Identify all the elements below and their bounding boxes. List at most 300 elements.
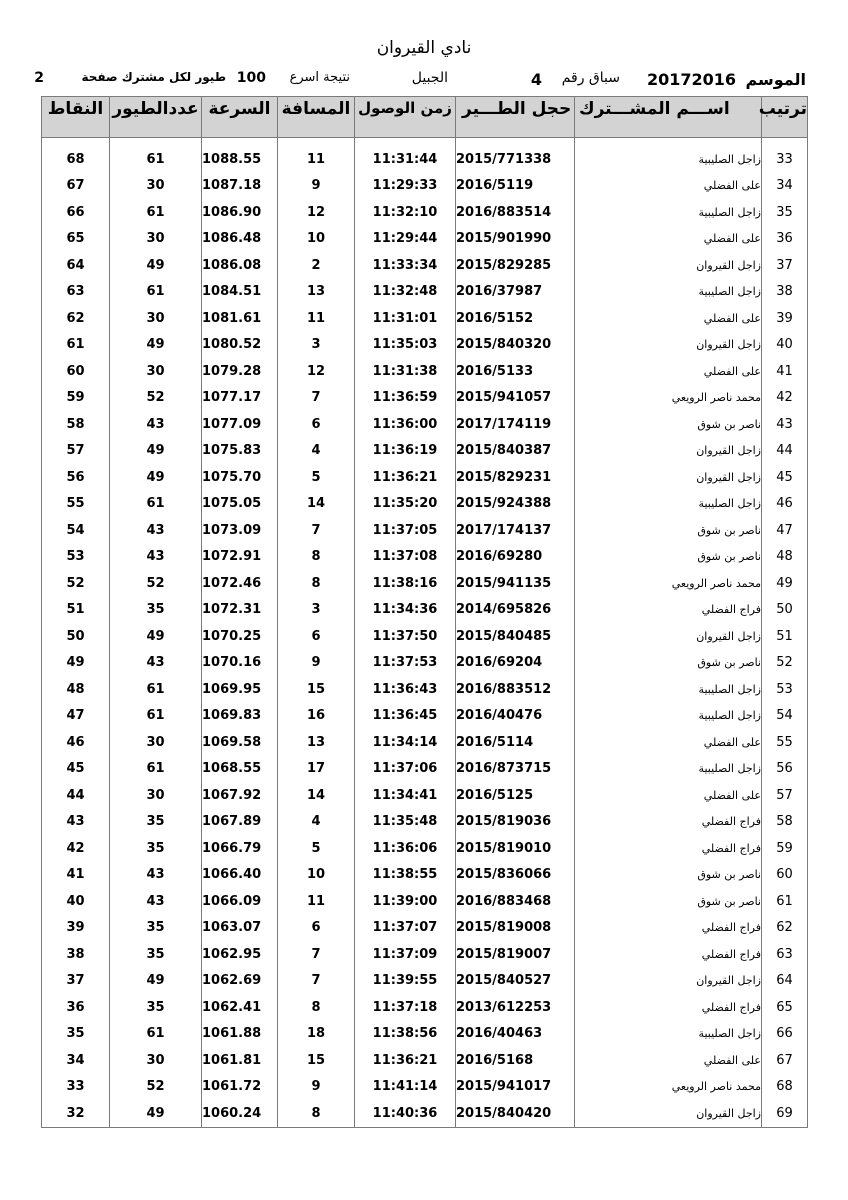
cell-distance: 12 [278,199,355,226]
cell-member: على الفضلي [575,1047,762,1074]
cell-rank: 47 [762,517,808,544]
cell-speed: 1072.31 [202,597,278,624]
cell-speed: 1070.16 [202,650,278,677]
table-header-row [42,97,808,138]
cell-points: 50 [42,623,110,650]
cell-speed: 1062.69 [202,968,278,995]
header-arrival: زمن الوصول [355,97,456,138]
cell-rank: 44 [762,438,808,465]
cell-arrival: 11:36:00 [355,411,456,438]
cell-birds: 49 [110,968,202,995]
cell-member: زاجل الصليبية [575,756,762,783]
cell-distance: 8 [278,1100,355,1127]
cell-member: ناصر بن شوق [575,862,762,889]
race-info-bar [34,70,806,92]
cell-points: 68 [42,146,110,173]
table-row [42,464,808,491]
cell-speed: 1066.40 [202,862,278,889]
cell-arrival: 11:37:50 [355,623,456,650]
cell-ring: 2015/941135 [456,570,575,597]
cell-ring: 2016/5119 [456,173,575,200]
cell-rank: 41 [762,358,808,385]
table-row [42,358,808,385]
cell-rank: 39 [762,305,808,332]
cell-speed: 1066.79 [202,835,278,862]
cell-birds: 35 [110,994,202,1021]
cell-rank: 49 [762,570,808,597]
cell-speed: 1061.81 [202,1047,278,1074]
table-row [42,756,808,783]
cell-points: 32 [42,1100,110,1127]
cell-arrival: 11:31:01 [355,305,456,332]
cell-ring: 2016/883512 [456,676,575,703]
cell-distance: 13 [278,279,355,306]
cell-arrival: 11:36:19 [355,438,456,465]
cell-arrival: 11:39:00 [355,888,456,915]
cell-points: 48 [42,676,110,703]
cell-rank: 53 [762,676,808,703]
cell-points: 63 [42,279,110,306]
cell-birds: 61 [110,676,202,703]
cell-arrival: 11:37:53 [355,650,456,677]
cell-ring: 2015/941017 [456,1074,575,1101]
cell-birds: 61 [110,199,202,226]
cell-rank: 63 [762,941,808,968]
cell-birds: 35 [110,809,202,836]
cell-member: على الفضلي [575,226,762,253]
cell-ring: 2015/829285 [456,252,575,279]
table-row [42,915,808,942]
cell-birds: 35 [110,835,202,862]
cell-arrival: 11:35:48 [355,809,456,836]
cell-member: ناصر بن شوق [575,544,762,571]
cell-rank: 56 [762,756,808,783]
cell-distance: 4 [278,809,355,836]
header-birds: عددالطيور [110,97,202,138]
cell-member: زاجل القيروان [575,623,762,650]
table-row [42,1100,808,1127]
cell-ring: 2017/174137 [456,517,575,544]
cell-points: 44 [42,782,110,809]
header-distance: المسافة [278,97,355,138]
cell-ring: 2016/69280 [456,544,575,571]
cell-member: زاجل القيروان [575,252,762,279]
cell-ring: 2016/40463 [456,1021,575,1048]
cell-points: 64 [42,252,110,279]
cell-rank: 45 [762,464,808,491]
cell-distance: 6 [278,411,355,438]
cell-member: محمد ناصر الرويعي [575,570,762,597]
cell-speed: 1075.05 [202,491,278,518]
table-row [42,968,808,995]
cell-points: 59 [42,385,110,412]
cell-birds: 43 [110,862,202,889]
cell-distance: 9 [278,1074,355,1101]
cell-points: 55 [42,491,110,518]
cell-speed: 1069.83 [202,703,278,730]
cell-arrival: 11:39:55 [355,968,456,995]
cell-birds: 49 [110,332,202,359]
cell-birds: 49 [110,438,202,465]
cell-member: ناصر بن شوق [575,411,762,438]
cell-member: على الفضلي [575,173,762,200]
cell-birds: 30 [110,782,202,809]
cell-speed: 1062.95 [202,941,278,968]
table-row [42,544,808,571]
cell-points: 37 [42,968,110,995]
cell-speed: 1069.58 [202,729,278,756]
cell-rank: 69 [762,1100,808,1127]
cell-member: على الفضلي [575,729,762,756]
cell-birds: 30 [110,173,202,200]
cell-ring: 2015/836066 [456,862,575,889]
cell-speed: 1067.89 [202,809,278,836]
cell-ring: 2014/695826 [456,597,575,624]
cell-member: محمد ناصر الرويعي [575,385,762,412]
cell-rank: 40 [762,332,808,359]
cell-distance: 7 [278,517,355,544]
cell-speed: 1077.17 [202,385,278,412]
cell-arrival: 11:32:48 [355,279,456,306]
cell-rank: 43 [762,411,808,438]
cell-ring: 2015/819007 [456,941,575,968]
cell-distance: 15 [278,1047,355,1074]
cell-member: ناصر بن شوق [575,650,762,677]
cell-points: 66 [42,199,110,226]
cell-points: 67 [42,173,110,200]
cell-member: زاجل الصليبية [575,703,762,730]
table-row [42,173,808,200]
cell-rank: 64 [762,968,808,995]
spacer-row [42,138,808,147]
cell-ring: 2015/840527 [456,968,575,995]
cell-speed: 1077.09 [202,411,278,438]
cell-arrival: 11:29:44 [355,226,456,253]
table-row [42,385,808,412]
cell-ring: 2015/819010 [456,835,575,862]
season-label: الموسم [745,70,806,89]
cell-birds: 30 [110,729,202,756]
cell-ring: 2015/840387 [456,438,575,465]
cell-arrival: 11:36:45 [355,703,456,730]
cell-points: 36 [42,994,110,1021]
cell-speed: 1060.24 [202,1100,278,1127]
cell-speed: 1063.07 [202,915,278,942]
cell-rank: 65 [762,994,808,1021]
cell-birds: 61 [110,1021,202,1048]
cell-points: 62 [42,305,110,332]
cell-birds: 49 [110,464,202,491]
cell-speed: 1086.90 [202,199,278,226]
cell-points: 42 [42,835,110,862]
cell-member: زاجل القيروان [575,968,762,995]
cell-rank: 57 [762,782,808,809]
header-rank: ترتيب [762,97,808,138]
cell-arrival: 11:35:20 [355,491,456,518]
cell-ring: 2015/840320 [456,332,575,359]
cell-birds: 30 [110,1047,202,1074]
cell-birds: 52 [110,570,202,597]
table-row [42,491,808,518]
table-row [42,570,808,597]
cell-arrival: 11:31:44 [355,146,456,173]
cell-member: محمد ناصر الرويعي [575,1074,762,1101]
cell-points: 35 [42,1021,110,1048]
cell-member: فراج الفضلي [575,597,762,624]
cell-member: زاجل القيروان [575,332,762,359]
cell-rank: 54 [762,703,808,730]
cell-distance: 3 [278,332,355,359]
cell-arrival: 11:29:33 [355,173,456,200]
cell-ring: 2015/941057 [456,385,575,412]
cell-ring: 2015/829231 [456,464,575,491]
cell-speed: 1068.55 [202,756,278,783]
cell-arrival: 11:38:56 [355,1021,456,1048]
race-number-label: سباق رقم [561,70,620,86]
cell-birds: 61 [110,703,202,730]
cell-points: 58 [42,411,110,438]
cell-ring: 2016/5133 [456,358,575,385]
cell-ring: 2016/5168 [456,1047,575,1074]
cell-rank: 37 [762,252,808,279]
cell-birds: 61 [110,756,202,783]
cell-points: 40 [42,888,110,915]
cell-arrival: 11:38:16 [355,570,456,597]
table-row [42,862,808,889]
cell-points: 47 [42,703,110,730]
cell-distance: 11 [278,888,355,915]
table-row [42,623,808,650]
cell-ring: 2015/771338 [456,146,575,173]
cell-ring: 2013/612253 [456,994,575,1021]
cell-points: 34 [42,1047,110,1074]
table-row [42,597,808,624]
header-speed: السرعة [202,97,278,138]
cell-ring: 2016/873715 [456,756,575,783]
cell-arrival: 11:33:34 [355,252,456,279]
cell-rank: 58 [762,809,808,836]
cell-rank: 62 [762,915,808,942]
cell-speed: 1070.25 [202,623,278,650]
cell-points: 46 [42,729,110,756]
cell-distance: 9 [278,173,355,200]
cell-birds: 49 [110,623,202,650]
results-table [41,96,808,1128]
cell-birds: 30 [110,358,202,385]
cell-arrival: 11:36:06 [355,835,456,862]
cell-birds: 49 [110,252,202,279]
cell-birds: 49 [110,1100,202,1127]
cell-points: 56 [42,464,110,491]
cell-member: زاجل الصليبية [575,491,762,518]
cell-rank: 46 [762,491,808,518]
cell-birds: 30 [110,305,202,332]
cell-speed: 1066.09 [202,888,278,915]
cell-speed: 1061.72 [202,1074,278,1101]
cell-speed: 1087.18 [202,173,278,200]
cell-rank: 66 [762,1021,808,1048]
cell-arrival: 11:37:07 [355,915,456,942]
per-page-label: طيور لكل مشترك صفحة [81,70,226,84]
cell-distance: 17 [278,756,355,783]
cell-member: زاجل الصليبية [575,676,762,703]
cell-distance: 2 [278,252,355,279]
cell-speed: 1084.51 [202,279,278,306]
table-row [42,676,808,703]
cell-distance: 11 [278,305,355,332]
header-member: اســـم المشـــترك [575,97,762,138]
cell-arrival: 11:36:59 [355,385,456,412]
cell-speed: 1073.09 [202,517,278,544]
race-location: الجبيل [411,70,448,86]
cell-ring: 2015/901990 [456,226,575,253]
cell-arrival: 11:36:21 [355,1047,456,1074]
cell-ring: 2015/840485 [456,623,575,650]
cell-arrival: 11:34:14 [355,729,456,756]
cell-distance: 9 [278,650,355,677]
cell-rank: 50 [762,597,808,624]
cell-ring: 2015/840420 [456,1100,575,1127]
table-row [42,1047,808,1074]
cell-distance: 6 [278,623,355,650]
header-points: النقاط [42,97,110,138]
cell-distance: 5 [278,464,355,491]
cell-points: 57 [42,438,110,465]
cell-points: 43 [42,809,110,836]
cell-rank: 52 [762,650,808,677]
cell-member: على الفضلي [575,305,762,332]
cell-rank: 61 [762,888,808,915]
cell-points: 65 [42,226,110,253]
cell-points: 45 [42,756,110,783]
cell-speed: 1072.46 [202,570,278,597]
cell-arrival: 11:37:09 [355,941,456,968]
cell-birds: 61 [110,491,202,518]
per-page-value: 2 [34,70,44,86]
cell-distance: 12 [278,358,355,385]
cell-rank: 48 [762,544,808,571]
cell-member: ناصر بن شوق [575,517,762,544]
cell-member: ناصر بن شوق [575,888,762,915]
cell-ring: 2015/924388 [456,491,575,518]
cell-ring: 2016/883468 [456,888,575,915]
table-row [42,517,808,544]
cell-distance: 7 [278,385,355,412]
cell-ring: 2016/40476 [456,703,575,730]
cell-distance: 14 [278,782,355,809]
cell-speed: 1075.83 [202,438,278,465]
club-title: نادي القيروان [376,38,472,58]
cell-member: فراج الفضلي [575,809,762,836]
cell-speed: 1072.91 [202,544,278,571]
cell-distance: 7 [278,941,355,968]
cell-rank: 68 [762,1074,808,1101]
cell-speed: 1069.95 [202,676,278,703]
season-value: 20172016 [646,70,736,89]
cell-arrival: 11:37:08 [355,544,456,571]
cell-speed: 1075.70 [202,464,278,491]
cell-rank: 42 [762,385,808,412]
cell-points: 49 [42,650,110,677]
table-row [42,1021,808,1048]
cell-arrival: 11:40:36 [355,1100,456,1127]
cell-distance: 7 [278,968,355,995]
cell-member: فراج الفضلي [575,941,762,968]
cell-ring: 2016/5125 [456,782,575,809]
cell-speed: 1061.88 [202,1021,278,1048]
cell-birds: 52 [110,385,202,412]
cell-arrival: 11:38:55 [355,862,456,889]
table-row [42,1074,808,1101]
table-row [42,146,808,173]
table-row [42,994,808,1021]
cell-member: فراج الفضلي [575,835,762,862]
cell-arrival: 11:34:41 [355,782,456,809]
cell-speed: 1086.48 [202,226,278,253]
race-number-value: 4 [530,70,542,89]
cell-member: على الفضلي [575,782,762,809]
cell-speed: 1081.61 [202,305,278,332]
cell-rank: 33 [762,146,808,173]
cell-birds: 61 [110,279,202,306]
table-row [42,252,808,279]
cell-arrival: 11:37:06 [355,756,456,783]
cell-points: 39 [42,915,110,942]
cell-arrival: 11:37:05 [355,517,456,544]
cell-distance: 5 [278,835,355,862]
cell-distance: 15 [278,676,355,703]
cell-birds: 43 [110,517,202,544]
cell-ring: 2016/69204 [456,650,575,677]
table-row [42,332,808,359]
table-row [42,941,808,968]
cell-birds: 52 [110,1074,202,1101]
table-row [42,226,808,253]
cell-birds: 35 [110,597,202,624]
table-row [42,438,808,465]
cell-speed: 1079.28 [202,358,278,385]
table-row [42,199,808,226]
cell-points: 38 [42,941,110,968]
cell-member: زاجل الصليبية [575,199,762,226]
table-row [42,279,808,306]
table-row [42,835,808,862]
cell-speed: 1067.92 [202,782,278,809]
cell-arrival: 11:37:18 [355,994,456,1021]
cell-ring: 2015/819008 [456,915,575,942]
cell-member: زاجل القيروان [575,438,762,465]
cell-distance: 16 [278,703,355,730]
cell-distance: 18 [278,1021,355,1048]
cell-arrival: 11:36:43 [355,676,456,703]
cell-member: فراج الفضلي [575,915,762,942]
cell-rank: 59 [762,835,808,862]
cell-rank: 55 [762,729,808,756]
cell-points: 41 [42,862,110,889]
cell-arrival: 11:31:38 [355,358,456,385]
cell-points: 53 [42,544,110,571]
cell-arrival: 11:41:14 [355,1074,456,1101]
cell-member: زاجل الصليبية [575,1021,762,1048]
cell-distance: 14 [278,491,355,518]
header-ring: حجل الطـــير [456,97,575,138]
cell-member: فراج الفضلي [575,994,762,1021]
cell-speed: 1062.41 [202,994,278,1021]
cell-rank: 34 [762,173,808,200]
cell-speed: 1088.55 [202,146,278,173]
cell-arrival: 11:35:03 [355,332,456,359]
cell-distance: 11 [278,146,355,173]
